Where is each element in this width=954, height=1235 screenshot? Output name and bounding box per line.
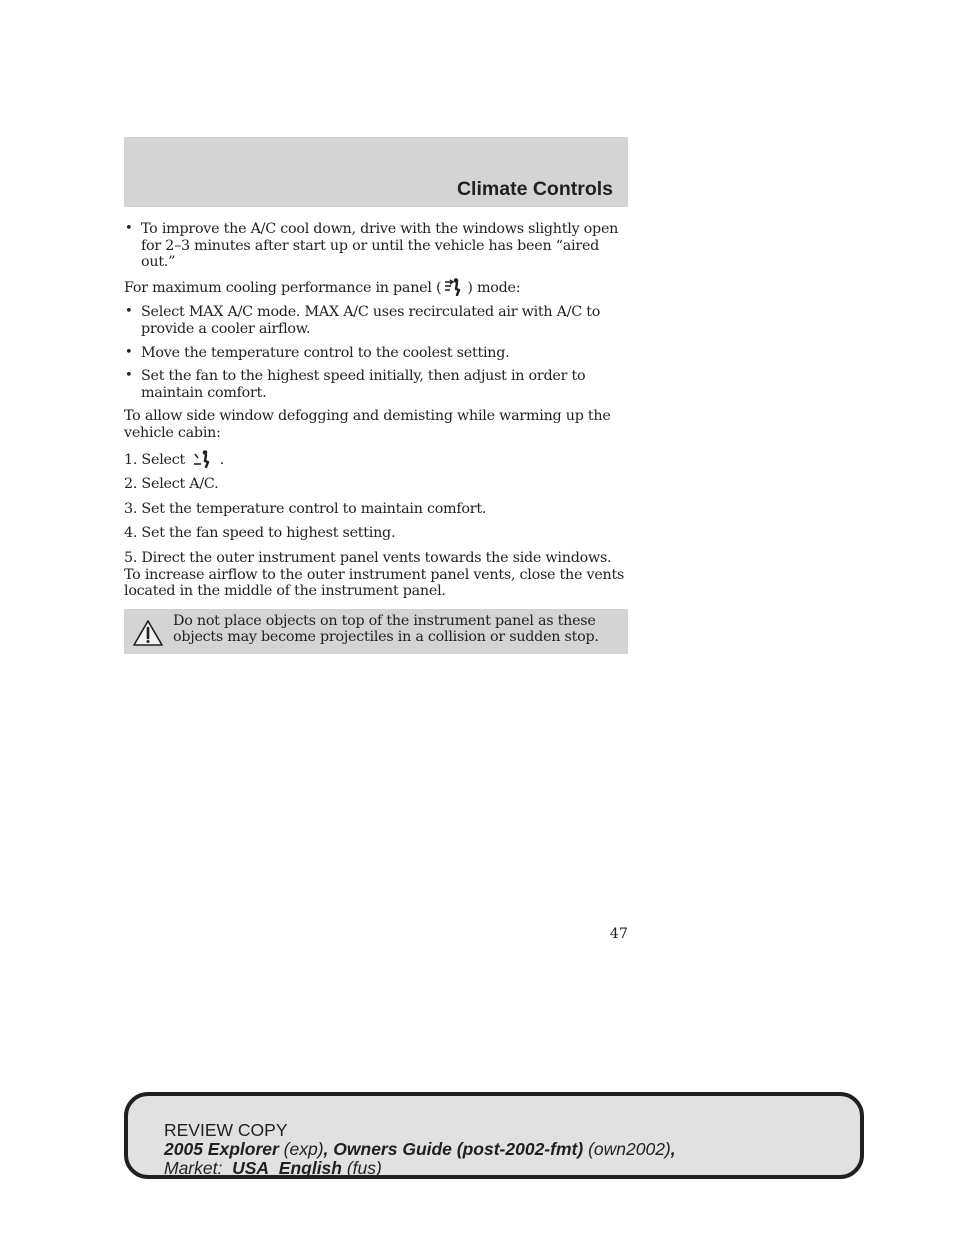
guide-code: (own2002)	[588, 1139, 671, 1159]
market-label: Market:	[164, 1158, 223, 1178]
section-header	[124, 137, 628, 207]
section-title: Climate Controls	[456, 178, 613, 200]
panel-vent-mode-icon	[444, 278, 464, 296]
list-item: • To improve the A/C cool down, drive with the windows slightly open for 2–3 minutes after start up or until the vehicle has been “aired out.”	[124, 221, 630, 271]
model-name: 2005 Explorer	[164, 1139, 279, 1159]
floor-defrost-mode-icon	[192, 450, 212, 468]
market-name: USA_English	[232, 1158, 342, 1178]
guide-name: Owners Guide (post-2002-fmt)	[333, 1139, 584, 1159]
warning-triangle-icon	[132, 619, 164, 647]
review-copy-market-line	[164, 1159, 676, 1178]
step-1	[124, 450, 630, 469]
review-copy-title-line	[164, 1140, 676, 1159]
cooldown-tips	[124, 221, 630, 271]
max-cooling-steps	[124, 304, 630, 401]
step-1-end: .	[219, 451, 224, 468]
step-1-text: 1. Select	[124, 451, 185, 468]
review-copy-text	[164, 1121, 676, 1178]
list-item: • Select MAX A/C mode. MAX A/C uses recirculated air with A/C to provide a cooler airflow.	[124, 304, 630, 337]
page-number: 47	[609, 926, 628, 942]
review-copy-box	[124, 1092, 864, 1179]
step-2: 2. Select A/C.	[124, 476, 219, 493]
review-copy-label: REVIEW COPY	[164, 1120, 288, 1140]
max-cooling-intro-start: For maximum cooling performance in panel (	[124, 279, 442, 296]
separator: ,	[670, 1139, 676, 1159]
page-content	[124, 221, 630, 654]
defog-steps	[124, 450, 630, 600]
list-item: • Move the temperature control to the coolest setting.	[124, 345, 630, 362]
warning-box	[124, 609, 628, 654]
market-code: (fus)	[346, 1158, 382, 1178]
defog-intro: To allow side window defogging and demisting while warming up the vehicle cabin:	[124, 408, 611, 441]
step-3: 3. Set the temperature control to maintain comfort.	[124, 500, 487, 517]
max-cooling-intro	[124, 278, 630, 297]
separator: ,	[323, 1139, 334, 1159]
model-code: (exp)	[283, 1139, 324, 1159]
max-cooling-intro-end: ) mode:	[467, 279, 521, 296]
step-5: 5. Direct the outer instrument panel vents towards the side windows. To increase airflow to the outer instrument panel vents, close the vents located in the middle of the instrument panel.	[124, 549, 625, 600]
warning-text: Do not place objects on top of the instrument panel as these objects may become projectiles in a collision or sudden stop.	[173, 612, 599, 646]
list-item: • Set the fan to the highest speed initially, then adjust in order to maintain comfort.	[124, 368, 630, 401]
step-4: 4. Set the fan speed to highest setting.	[124, 525, 396, 542]
